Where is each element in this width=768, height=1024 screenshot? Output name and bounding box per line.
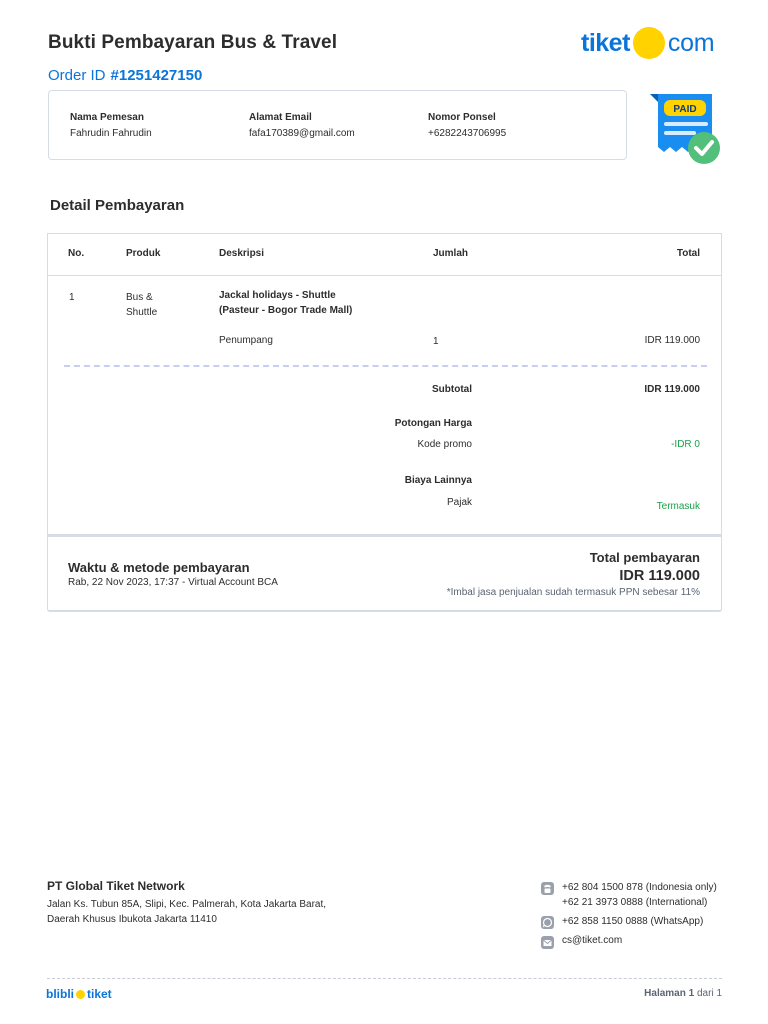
page-number [644,988,722,999]
payment-summary [47,535,722,612]
discount-heading: Potongan Harga [394,418,472,429]
company-name: PT Global Tiket Network [47,879,185,893]
subtotal-label: Subtotal [432,384,472,395]
customer-phone [428,112,506,139]
page-label: Halaman [644,988,686,999]
item-product [126,290,157,320]
item-product-line1: Bus & [126,292,153,303]
detail-heading: Detail Pembayaran [50,197,185,214]
company-address [47,897,326,927]
item-product-line2: Shuttle [126,307,158,318]
phone-contact[interactable] [562,880,717,910]
logo-text-left: tiket [581,28,630,57]
tax-note: *Imbal jasa penjualan sudah termasuk PPN sebesar 11% [446,587,700,598]
item-desc-line2: (Pasteur - Bogor Trade Mall) [219,305,353,316]
col-header-no: No. [68,248,85,259]
total-payment-label: Total pembayaran [589,550,700,565]
item-qty: 1 [433,336,439,347]
item-total: IDR 119.000 [644,335,700,346]
col-header-total: Total [676,248,700,259]
brand-left: blibli [46,987,74,1001]
customer-phone-value: +6282243706995 [428,128,507,139]
item-description [219,288,352,318]
promo-label: Kode promo [417,439,472,450]
item-sub-label: Penumpang [219,335,273,346]
payment-detail-table [47,233,722,536]
customer-email-value: fafa170389@gmail.com [249,128,355,139]
customer-name-label: Nama Pemesan [70,112,144,123]
customer-email-label: Alamat Email [249,112,312,123]
customer-info-box [48,90,627,160]
logo-dot [633,27,665,59]
header-divider [48,275,721,276]
email-contact[interactable]: cs@tiket.com [562,935,623,946]
col-header-description: Deskripsi [219,248,265,259]
paid-badge-text: PAID [673,104,697,115]
item-no: 1 [69,292,75,303]
paid-receipt-icon [646,90,724,168]
email-icon [540,935,555,950]
subtotal-value: IDR 119.000 [644,384,700,395]
address-line1: Jalan Ks. Tubun 85A, Slipi, Kec. Palmerah, Kota Jakarta Barat, [47,899,327,910]
page-title: Bukti Pembayaran Bus & Travel [48,32,338,53]
tax-value: Termasuk [656,501,700,512]
dashed-divider [64,365,707,367]
phone-icon [540,881,555,896]
order-id-label: Order ID [48,67,106,84]
phone-line2: +62 21 3973 0888 (International) [562,897,708,908]
payment-method-title: Waktu & metode pembayaran [68,560,250,575]
col-header-product: Produk [126,248,161,259]
page-of: dari 1 [696,988,722,999]
tax-label: Pajak [446,497,472,508]
customer-name [70,112,152,139]
col-header-qty: Jumlah [433,248,469,259]
item-desc-line1: Jackal holidays - Shuttle [219,290,336,301]
tiket-logo [581,26,714,60]
footer-divider [47,978,722,979]
whatsapp-contact[interactable]: +62 858 1150 0888 (WhatsApp) [562,916,704,927]
total-payment-value: IDR 119.000 [619,568,700,584]
customer-email [249,112,355,139]
customer-phone-label: Nomor Ponsel [428,112,496,123]
blibli-tiket-logo [46,987,112,1001]
other-fees-heading: Biaya Lainnya [404,475,472,486]
address-line2: Daerah Khusus Ibukota Jakarta 11410 [47,914,217,925]
promo-value: -IDR 0 [671,439,700,450]
customer-name-value: Fahrudin Fahrudin [70,128,152,139]
order-id-value: #1251427150 [110,67,203,84]
payment-method-value: Rab, 22 Nov 2023, 17:37 - Virtual Account BCA [68,577,278,588]
whatsapp-icon [540,915,555,930]
order-id-row [48,67,202,84]
phone-line1: +62 804 1500 878 (Indonesia only) [562,882,717,893]
page-current: 1 [688,988,695,999]
brand-right: tiket [87,987,112,1001]
logo-text-right: com [667,28,715,57]
brand-dot [76,990,85,999]
